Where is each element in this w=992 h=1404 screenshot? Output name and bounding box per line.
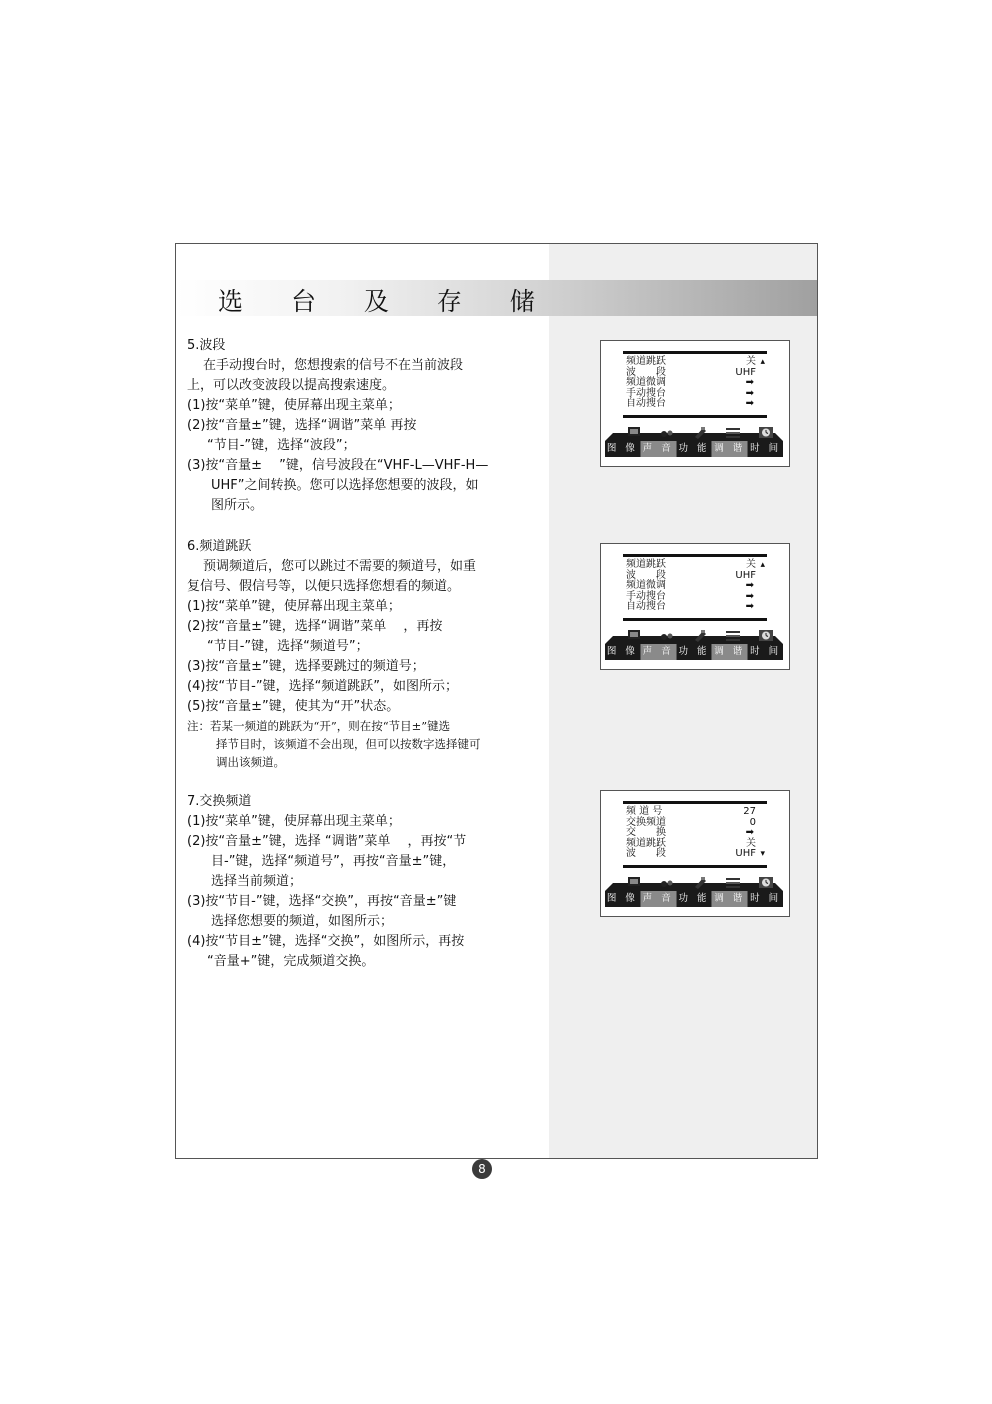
- instruction-line: “音量+”键，完成频道交换。: [207, 954, 375, 969]
- tv-menu-channel-skip: [600, 543, 790, 670]
- menu-row-label: 自动搜台: [626, 601, 666, 613]
- arrow-right-icon: ➡: [745, 590, 754, 602]
- instruction-line: 选择您想要的频道，如图所示；: [211, 914, 394, 929]
- page-frame: [175, 243, 818, 1159]
- menu-row-value: UHF: [735, 569, 756, 581]
- menu-tab-bar: [605, 891, 783, 907]
- instruction-line: (4)按“节目-”键，选择“频道跳跃”，如图所示；: [187, 679, 459, 694]
- menu-tab: 时 间: [750, 443, 782, 454]
- menu-tab: 功 能: [677, 891, 713, 907]
- menu-row-value: 关: [746, 559, 756, 570]
- instruction-line: (3)按“节目-”键，选择“交换”，再按“音量±”键: [187, 894, 457, 909]
- arrow-right-icon: ➡: [745, 601, 754, 613]
- instruction-line: “节目-”键，选择“频道号”；: [207, 639, 369, 654]
- instruction-text: [187, 336, 557, 993]
- menu-row-label: 波 段: [626, 848, 666, 860]
- note-line: 调出该频道。: [216, 755, 285, 769]
- menu-row-label: 手动搜台: [626, 590, 666, 602]
- clock-icon: [759, 427, 773, 438]
- arrow-right-icon: ➡: [745, 827, 754, 839]
- clock-icon: [759, 630, 773, 641]
- section-heading: 7.交换频道: [187, 794, 252, 809]
- section-2: [187, 537, 557, 771]
- instruction-line: (1)按“菜单”键，使屏幕出现主菜单；: [187, 599, 401, 614]
- instruction-line: UHF”之间转换。您可以选择您想要的波段，如: [211, 478, 479, 493]
- page-title: 选 台 及 存 储: [218, 287, 555, 316]
- tv-icon: [628, 877, 640, 886]
- menu-row-value: 关: [746, 837, 756, 849]
- menu-top-bar: [623, 351, 767, 354]
- menu-top-bar: [623, 554, 767, 557]
- arrow-right-icon: ➡: [745, 387, 754, 399]
- section-heading: 6.频道跳跃: [187, 539, 252, 554]
- instruction-line: (2)按“音量±”键，选择 “调谐”菜单 ，再按“节: [187, 834, 467, 849]
- instruction-line: (5)按“音量±”键，使其为“开”状态。: [187, 699, 400, 714]
- menu-tab: 调 谐: [712, 644, 748, 660]
- note-line: 注：若某一频道的跳跃为“开”，则在按“节目±”键选: [187, 719, 451, 733]
- instruction-line: 选择当前频道；: [211, 874, 303, 889]
- instruction-line: “节目-”键，选择“波段”；: [207, 438, 356, 453]
- instruction-line: 复信号、假信号等，以便只选择您想看的频道。: [187, 579, 461, 594]
- menu-tab: 调 谐: [712, 441, 748, 457]
- tv-menu-band: [600, 340, 790, 467]
- instruction-line: 上，可以改变波段以提高搜索速度。: [187, 378, 396, 393]
- menu-row: [626, 849, 766, 860]
- menu-row-label: 频道跳跃: [626, 559, 666, 570]
- scroll-down-icon: ▾: [760, 849, 765, 860]
- menu-tab: 功 能: [677, 441, 713, 457]
- menu-bottom-bar: [623, 618, 767, 621]
- menu-row: [626, 602, 766, 613]
- instruction-line: 在手动搜台时，您想搜索的信号不在当前波段: [203, 358, 464, 373]
- menu-bottom-bar: [623, 865, 767, 868]
- menu-tab: 时 间: [750, 893, 782, 904]
- tuning-icon: [726, 878, 740, 888]
- section-1: [187, 336, 557, 516]
- menu-row-label: 频道微调: [626, 580, 666, 592]
- menu-row-label: 交 换: [626, 827, 666, 839]
- menu-row-label: 波 段: [626, 366, 666, 378]
- tv-icon: [628, 427, 640, 436]
- menu-top-bar: [623, 801, 767, 804]
- menu-bottom-bar: [623, 415, 767, 418]
- instruction-line: (3)按“音量± ”键，信号波段在“VHF-L—VHF-H—: [187, 458, 489, 473]
- menu-tab: 功 能: [677, 644, 713, 660]
- instruction-line: 目-”键，选择“频道号”，再按“音量±”键，: [211, 854, 456, 869]
- arrow-right-icon: ➡: [745, 377, 754, 389]
- menu-row-label: 手动搜台: [626, 387, 666, 399]
- instruction-line: (2)按“音量±”键，选择“调谐”菜单 再按: [187, 418, 417, 433]
- instruction-line: (3)按“音量±”键，选择要跳过的频道号；: [187, 659, 425, 674]
- menu-rows: [626, 807, 766, 860]
- menu-row: [626, 560, 766, 571]
- tuning-icon: [726, 631, 740, 641]
- scroll-up-icon: ▴: [760, 560, 765, 570]
- scroll-up-icon: ▴: [760, 357, 765, 367]
- menu-tab: 声 音: [641, 441, 677, 457]
- menu-row-label: 波 段: [626, 569, 666, 581]
- menu-tab: 声 音: [641, 644, 677, 660]
- instruction-line: (2)按“音量±”键，选择“调谐”菜单 ，再按: [187, 619, 443, 634]
- instruction-line: (4)按“节目±”键，选择“交换”，如图所示，再按: [187, 934, 465, 949]
- section-3: [187, 792, 557, 972]
- menu-rows: [626, 357, 766, 410]
- menu-row-label: 频道跳跃: [626, 356, 666, 367]
- menu-tab: 调 谐: [712, 891, 748, 907]
- menu-rows: [626, 560, 766, 613]
- instruction-line: (1)按“菜单”键，使屏幕出现主菜单；: [187, 398, 401, 413]
- menu-tab-bar: [605, 644, 783, 660]
- menu-row-value: 关: [746, 356, 756, 367]
- menu-tab-bar: [605, 441, 783, 457]
- arrow-right-icon: ➡: [745, 398, 754, 410]
- menu-row-label: 频道微调: [626, 377, 666, 389]
- clock-icon: [759, 877, 773, 888]
- menu-tab: 图 像: [605, 891, 641, 907]
- arrow-right-icon: ➡: [745, 580, 754, 592]
- menu-row-value: UHF: [735, 366, 756, 378]
- instruction-line: (1)按“菜单”键，使屏幕出现主菜单；: [187, 814, 401, 829]
- page-number: 8: [472, 1159, 492, 1179]
- menu-row: [626, 399, 766, 410]
- menu-row-label: 频 道 号: [626, 806, 663, 817]
- tv-icon: [628, 630, 640, 639]
- menu-icon-shelf: [605, 628, 783, 644]
- menu-row: [626, 357, 766, 368]
- menu-row-label: 频道跳跃: [626, 837, 666, 849]
- menu-row-value: 27: [743, 806, 756, 817]
- instruction-line: 预调频道后，您可以跳过不需要的频道号，如重: [203, 559, 477, 574]
- title-bar: [176, 280, 817, 316]
- menu-row: [626, 807, 766, 818]
- menu-tab: 图 像: [605, 644, 641, 660]
- menu-row-label: 自动搜台: [626, 398, 666, 410]
- menu-tab: 图 像: [605, 441, 641, 457]
- menu-icon-shelf: [605, 875, 783, 891]
- menu-row-value: 0: [749, 816, 756, 828]
- section-heading: 5.波段: [187, 338, 226, 353]
- tv-menu-channel-swap: [600, 790, 790, 917]
- menu-row-value: UHF: [735, 848, 756, 860]
- menu-row-label: 交换频道: [626, 816, 666, 828]
- menu-tab: 声 音: [641, 891, 677, 907]
- note-line: 择节目时，该频道不会出现，但可以按数字选择键可: [216, 737, 481, 751]
- menu-tab: 时 间: [750, 646, 782, 657]
- menu-icon-shelf: [605, 425, 783, 441]
- tuning-icon: [726, 428, 740, 438]
- instruction-line: 图所示。: [211, 498, 264, 513]
